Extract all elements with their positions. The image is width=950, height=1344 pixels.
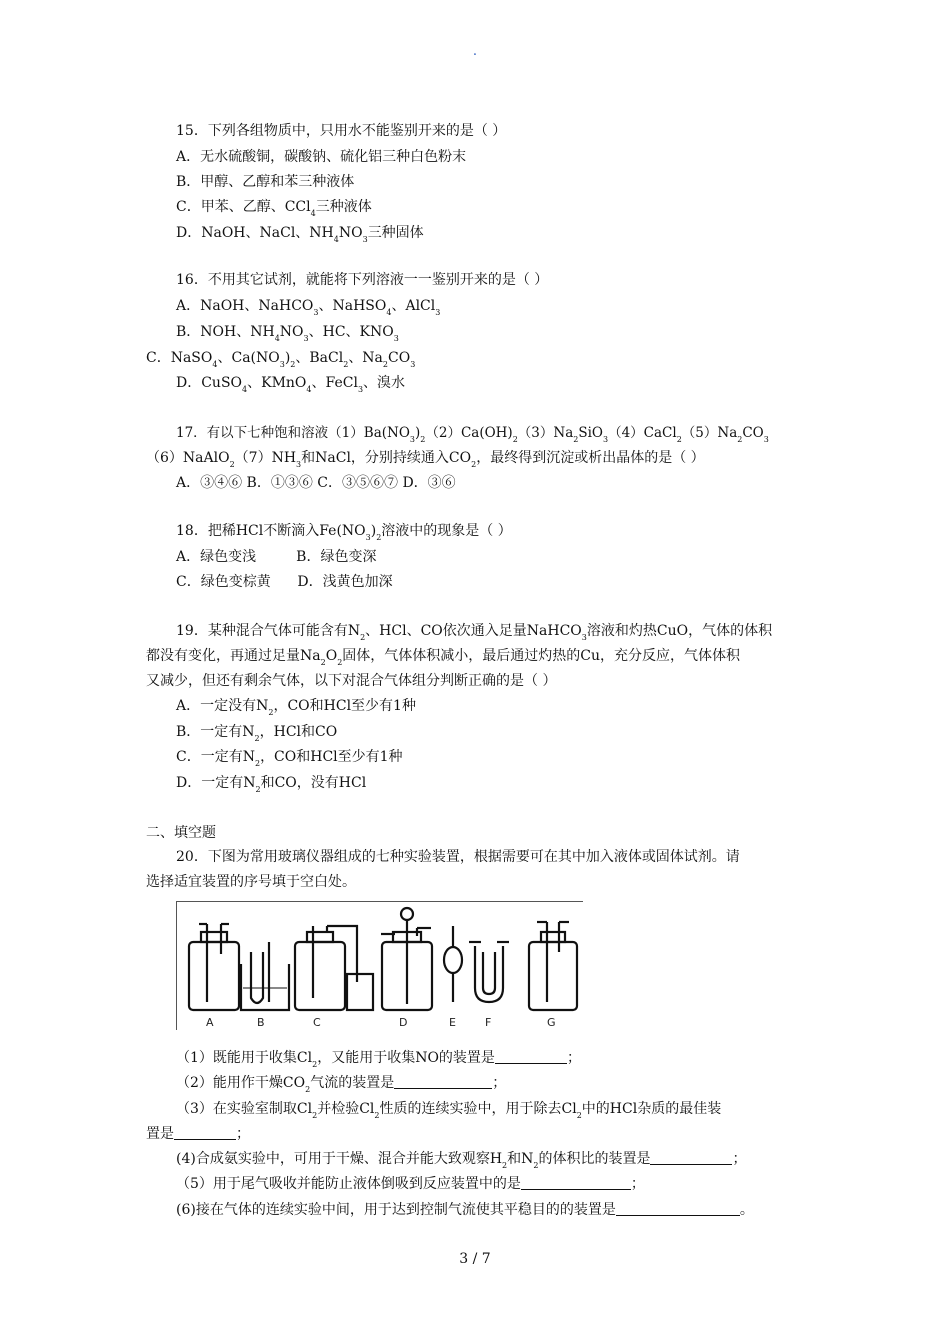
- q16-stem: 16．不用其它试剂，就能将下列溶液一一鉴别开来的是（ ）: [176, 272, 549, 288]
- q16-option-b: B．NOH、$NH_4NO_3$、HC、$KNO_3$: [176, 324, 399, 343]
- q20-part-3a: （3）在实验室制取$Cl_2$并检验$Cl_2$性质的连续实验中，用于除去$Cl_2$中的HCl杂质的最佳装: [176, 1101, 722, 1120]
- apparatus-d: [381, 908, 432, 1010]
- q19-option-a: A．一定没有$N_2$，CO和HCl至少有1种: [176, 698, 416, 717]
- label-e: E: [449, 1016, 456, 1029]
- apparatus-c: [295, 926, 373, 1010]
- q15-option-b: B．甲醇、乙醇和苯三种液体: [176, 174, 355, 190]
- answer-blank-2[interactable]: [394, 1076, 492, 1089]
- q20-part-2: （2）能用作干燥$CO_2$气流的装置是 ；: [176, 1075, 507, 1094]
- apparatus-diagram: [177, 902, 583, 1030]
- q18-options-cd: C．绿色变棕黄 D．浅黄色加深: [176, 574, 393, 590]
- q15-stem: 15．下列各组物质中，只用水不能鉴别开来的是（ ）: [176, 123, 507, 139]
- q20-part-4: (4)合成氨实验中，可用于干燥、混合并能大致观察$H_2$和$N_2$的体积比的装置是 ；: [176, 1151, 747, 1170]
- q15-option-c: C．甲苯、乙醇、CCl$_4$三种液体: [176, 199, 372, 218]
- answer-blank-5[interactable]: [521, 1177, 631, 1190]
- label-a: A: [206, 1016, 214, 1029]
- q17-line-1: 17．有以下七种饱和溶液$(1)Ba(NO_3)_2(2)Ca(OH)_2(3)Na_2SiO_3(4)CaCl_2(5)Na_2CO_3$: [176, 425, 769, 444]
- label-d: D: [399, 1016, 408, 1029]
- answer-blank-4[interactable]: [650, 1152, 732, 1165]
- apparatus-e: [444, 926, 462, 1002]
- apparatus-f: [469, 942, 509, 1002]
- q20-part-5: （5）用于尾气吸收并能防止液体倒吸到反应装置中的是 ；: [176, 1176, 645, 1192]
- section-heading: 二、填空题: [146, 825, 216, 841]
- label-g: G: [547, 1016, 556, 1029]
- q19-line-2: 都没有变化，再通过足量$Na_2O_2$固体，气体体积减小，最后通过灼热的Cu，充分反应，气体体积: [146, 648, 741, 667]
- q18-options-ab: A．绿色变浅 B．绿色变深: [176, 549, 377, 565]
- apparatus-g: [529, 922, 577, 1010]
- q19-line-1: 19．某种混合气体可能含有$N_2$、HCl、CO依次通入足量NaHCO$_3$溶液和灼热CuO，气体的体积: [176, 623, 773, 642]
- q18-stem: 18．把稀HCl不断滴入$Fe(NO_3)_2$溶液中的现象是（ ）: [176, 523, 512, 542]
- answer-blank-1[interactable]: [495, 1051, 567, 1064]
- answer-blank-6[interactable]: [616, 1203, 740, 1216]
- q16-option-d: D．CuSO$_4$、KMnO$_4$、FeCl$_3$、溴水: [176, 375, 406, 394]
- q17-line-2: $(6)NaAlO_2(7)NH_3$和NaCl，分别持续通入$CO_2$，最终得到沉淀或析出晶体的是（ ）: [146, 450, 705, 469]
- q20-part-6: (6)接在气体的连续实验中间，用于达到控制气流使其平稳目的的装置是 。: [176, 1202, 754, 1218]
- q19-option-d: D．一定有$N_2$和CO，没有HCl: [176, 775, 367, 794]
- q16-option-c: C．NaSO$_4$、$Ca(NO_3)_2$、BaCl$_2$、$Na_2CO_3$: [146, 350, 416, 369]
- q19-option-b: B．一定有$N_2$，HCl和CO: [176, 724, 338, 743]
- q20-line-1: 20．下图为常用玻璃仪器组成的七种实验装置，根据需要可在其中加入液体或固体试剂。请: [176, 849, 740, 865]
- answer-blank-3[interactable]: [174, 1127, 236, 1140]
- apparatus-b: [241, 942, 289, 1010]
- label-f: F: [485, 1016, 492, 1029]
- apparatus-a: [189, 924, 239, 1010]
- q19-line-3: 又减少，但还有剩余气体，以下对混合气体组分判断正确的是（ ）: [146, 673, 557, 689]
- label-b: B: [257, 1016, 265, 1029]
- q20-line-2: 选择适宜装置的序号填于空白处。: [146, 874, 356, 890]
- q16-option-a: A．NaOH、NaHCO$_3$、NaHSO$_4$、AlCl$_3$: [176, 298, 441, 317]
- q15-option-a: A．无水硫酸铜，碳酸钠、硫化铝三种白色粉末: [176, 149, 467, 165]
- header-mark: .: [472, 44, 478, 59]
- label-c: C: [313, 1016, 321, 1029]
- apparatus-figure: [176, 901, 583, 1030]
- q17-options: A．③④⑥ B．①③⑥ C．③⑤⑥⑦ D．③⑥: [176, 475, 456, 491]
- q19-option-c: C．一定有$N_2$，CO和HCl至少有1种: [176, 749, 403, 768]
- q15-option-d: D．NaOH、NaCl、$NH_4NO_3$三种固体: [176, 225, 424, 244]
- page-number: 3 / 7: [459, 1251, 491, 1267]
- q20-part-1: （1）既能用于收集$Cl_2$，又能用于收集NO的装置是 ；: [176, 1050, 581, 1069]
- q20-part-3b: 置是 ；: [146, 1126, 250, 1142]
